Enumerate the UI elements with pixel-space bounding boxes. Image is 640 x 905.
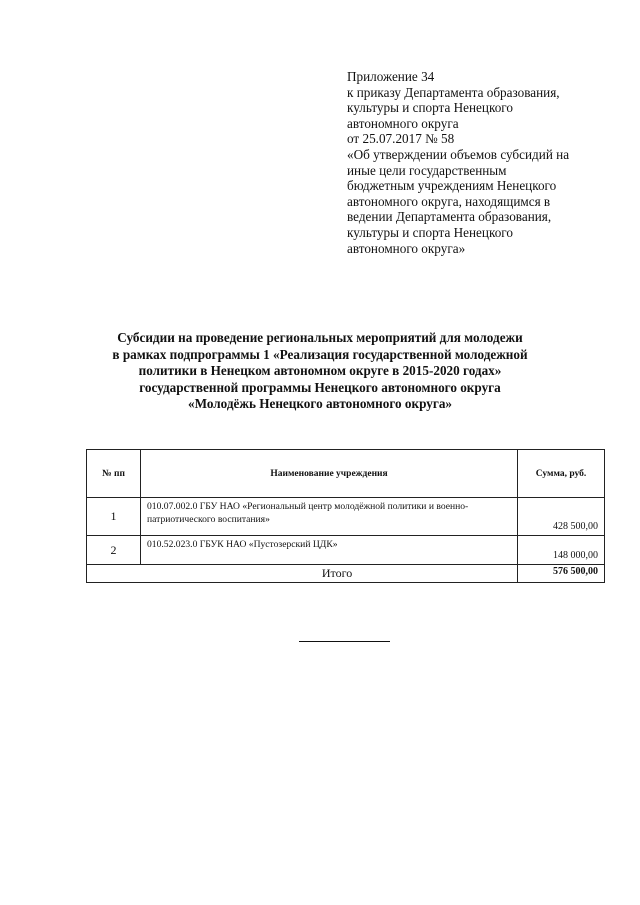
row-institution: 010.07.002.0 ГБУ НАО «Региональный центр молодёжной политики и военно-патриотического воспитания» bbox=[141, 498, 518, 536]
row-number: 2 bbox=[87, 536, 141, 565]
table-header-row bbox=[87, 450, 605, 498]
closing-rule bbox=[299, 641, 390, 642]
annex-line: Приложение 34 bbox=[347, 69, 435, 84]
table-total-row bbox=[87, 565, 605, 583]
title-line: «Молодёжь Ненецкого автономного округа» bbox=[187, 396, 453, 412]
header-number: № пп bbox=[87, 450, 141, 498]
annex-header bbox=[347, 69, 617, 256]
annex-line: автономного округа bbox=[347, 115, 459, 131]
table-row bbox=[87, 536, 605, 565]
total-label: Итого bbox=[87, 565, 518, 583]
title-line: Субсидии на проведение региональных мероприятий для молодежи bbox=[117, 330, 523, 345]
annex-line: иные цели государственным bbox=[347, 162, 507, 178]
annex-line: «Об утверждении объемов субсидий на bbox=[347, 146, 570, 162]
annex-line: бюджетным учреждениям Ненецкого bbox=[347, 178, 557, 194]
annex-line: автономного округа, находящимся в bbox=[347, 193, 551, 209]
title-line: политики в Ненецком автономном округе в 2015-2020 годах» bbox=[138, 363, 502, 379]
document-title bbox=[0, 330, 640, 413]
header-amount: Сумма, руб. bbox=[518, 450, 605, 498]
table-row bbox=[87, 498, 605, 536]
annex-line: к приказу Департамента образования, bbox=[347, 84, 560, 100]
title-line: в рамках подпрограммы 1 «Реализация государственной молодежной bbox=[112, 346, 528, 362]
annex-line: от 25.07.2017 № 58 bbox=[347, 131, 455, 147]
header-institution: Наименование учреждения bbox=[141, 450, 518, 498]
title-line: государственной программы Ненецкого автономного округа bbox=[139, 379, 501, 395]
annex-line: культуры и спорта Ненецкого bbox=[347, 100, 513, 116]
annex-line: культуры и спорта Ненецкого bbox=[347, 224, 513, 240]
subsidies-table bbox=[86, 449, 605, 583]
row-institution: 010.52.023.0 ГБУК НАО «Пустозерский ЦДК» bbox=[141, 536, 518, 565]
row-amount: 148 000,00 bbox=[518, 536, 605, 565]
row-amount: 428 500,00 bbox=[518, 498, 605, 536]
total-amount: 576 500,00 bbox=[518, 565, 605, 583]
annex-line: ведении Департамента образования, bbox=[347, 209, 552, 225]
row-number: 1 bbox=[87, 498, 141, 536]
annex-line: автономного округа» bbox=[347, 240, 466, 256]
